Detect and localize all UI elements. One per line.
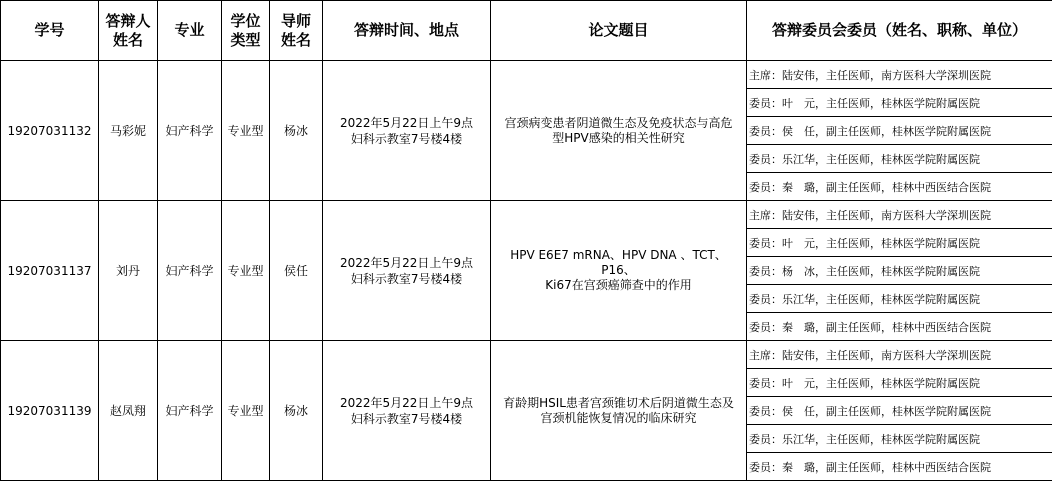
header-advisor-line2: 姓名	[280, 30, 311, 49]
student-name: 刘丹	[99, 201, 158, 341]
header-name-line1: 答辩人	[105, 11, 151, 30]
header-advisor	[270, 1, 323, 61]
committee-member: 委员：乐江华，主任医师，桂林医学院附属医院	[747, 285, 1052, 313]
place-line: 妇科示教室7号楼4楼	[350, 271, 463, 286]
time-place	[323, 341, 491, 481]
header-time-place: 答辩时间、地点	[323, 1, 491, 61]
thesis-title	[491, 201, 747, 341]
header-student-id: 学号	[1, 1, 99, 61]
major: 妇产科学	[158, 201, 222, 341]
header-degree-line1: 学位	[230, 11, 261, 30]
committee-member: 委员：秦 璐，副主任医师，桂林中西医结合医院	[747, 173, 1052, 201]
degree-type: 专业型	[222, 201, 270, 341]
header-committee: 答辩委员会委员（姓名、职称、单位）	[747, 1, 1052, 61]
table-row	[1, 61, 1052, 89]
header-degree	[222, 1, 270, 61]
committee-member: 委员：叶 元，主任医师，桂林医学院附属医院	[747, 369, 1052, 397]
committee-member: 委员：乐江华，主任医师，桂林医学院附属医院	[747, 425, 1052, 453]
committee-member: 委员：乐江华，主任医师，桂林医学院附属医院	[747, 145, 1052, 173]
committee-member: 委员：叶 元，主任医师，桂林医学院附属医院	[747, 89, 1052, 117]
place-line: 妇科示教室7号楼4楼	[350, 131, 463, 146]
student-id: 19207031137	[1, 201, 99, 341]
title-line2: Ki67在宫颈癌筛查中的作用	[545, 278, 692, 292]
committee-member: 委员：侯 任，副主任医师，桂林医学院附属医院	[747, 397, 1052, 425]
header-name	[99, 1, 158, 61]
title-line1: HPV E6E7 mRNA、HPV DNA 、TCT、P16、	[510, 248, 727, 277]
advisor: 杨冰	[270, 61, 323, 201]
header-name-line2: 姓名	[112, 30, 143, 49]
degree-type: 专业型	[222, 61, 270, 201]
advisor: 侯任	[270, 201, 323, 341]
header-major: 专业	[158, 1, 222, 61]
committee-member: 委员：叶 元，主任医师，桂林医学院附属医院	[747, 229, 1052, 257]
table-row	[1, 341, 1052, 369]
committee-member: 委员：杨 冰，主任医师，桂林医学院附属医院	[747, 257, 1052, 285]
committee-member: 委员：侯 任，副主任医师，桂林医学院附属医院	[747, 117, 1052, 145]
title-line2: 型HPV感染的相关性研究	[552, 130, 685, 145]
header-thesis-title: 论文题目	[491, 1, 747, 61]
title-line1: 育龄期HSIL患者宫颈锥切术后阴道微生态及	[503, 395, 734, 410]
committee-member: 委员：秦 璐，副主任医师，桂林中西医结合医院	[747, 453, 1052, 481]
student-id: 19207031132	[1, 61, 99, 201]
student-id: 19207031139	[1, 341, 99, 481]
time-line: 2022年5月22日上午9点	[339, 255, 474, 270]
committee-member: 主席：陆安伟，主任医师，南方医科大学深圳医院	[747, 341, 1052, 369]
committee-member: 委员：秦 璐，副主任医师，桂林中西医结合医院	[747, 313, 1052, 341]
time-line: 2022年5月22日上午9点	[339, 395, 474, 410]
degree-type: 专业型	[222, 341, 270, 481]
advisor: 杨冰	[270, 341, 323, 481]
student-name: 赵凤翔	[99, 341, 158, 481]
committee-member: 主席：陆安伟，主任医师，南方医科大学深圳医院	[747, 61, 1052, 89]
time-line: 2022年5月22日上午9点	[339, 115, 474, 130]
major: 妇产科学	[158, 61, 222, 201]
thesis-title	[491, 61, 747, 201]
header-degree-line2: 类型	[230, 30, 261, 49]
time-place	[323, 61, 491, 201]
time-place	[323, 201, 491, 341]
student-name: 马彩妮	[99, 61, 158, 201]
header-row	[1, 1, 1052, 61]
committee-member: 主席：陆安伟，主任医师，南方医科大学深圳医院	[747, 201, 1052, 229]
table-row	[1, 201, 1052, 229]
header-advisor-line1: 导师	[280, 11, 311, 30]
thesis-title	[491, 341, 747, 481]
title-line2: 宫颈机能恢复情况的临床研究	[540, 410, 697, 425]
title-line1: 宫颈病变患者阴道微生态及免疫状态与高危	[504, 115, 733, 130]
major: 妇产科学	[158, 341, 222, 481]
place-line: 妇科示教室7号楼4楼	[350, 411, 463, 426]
